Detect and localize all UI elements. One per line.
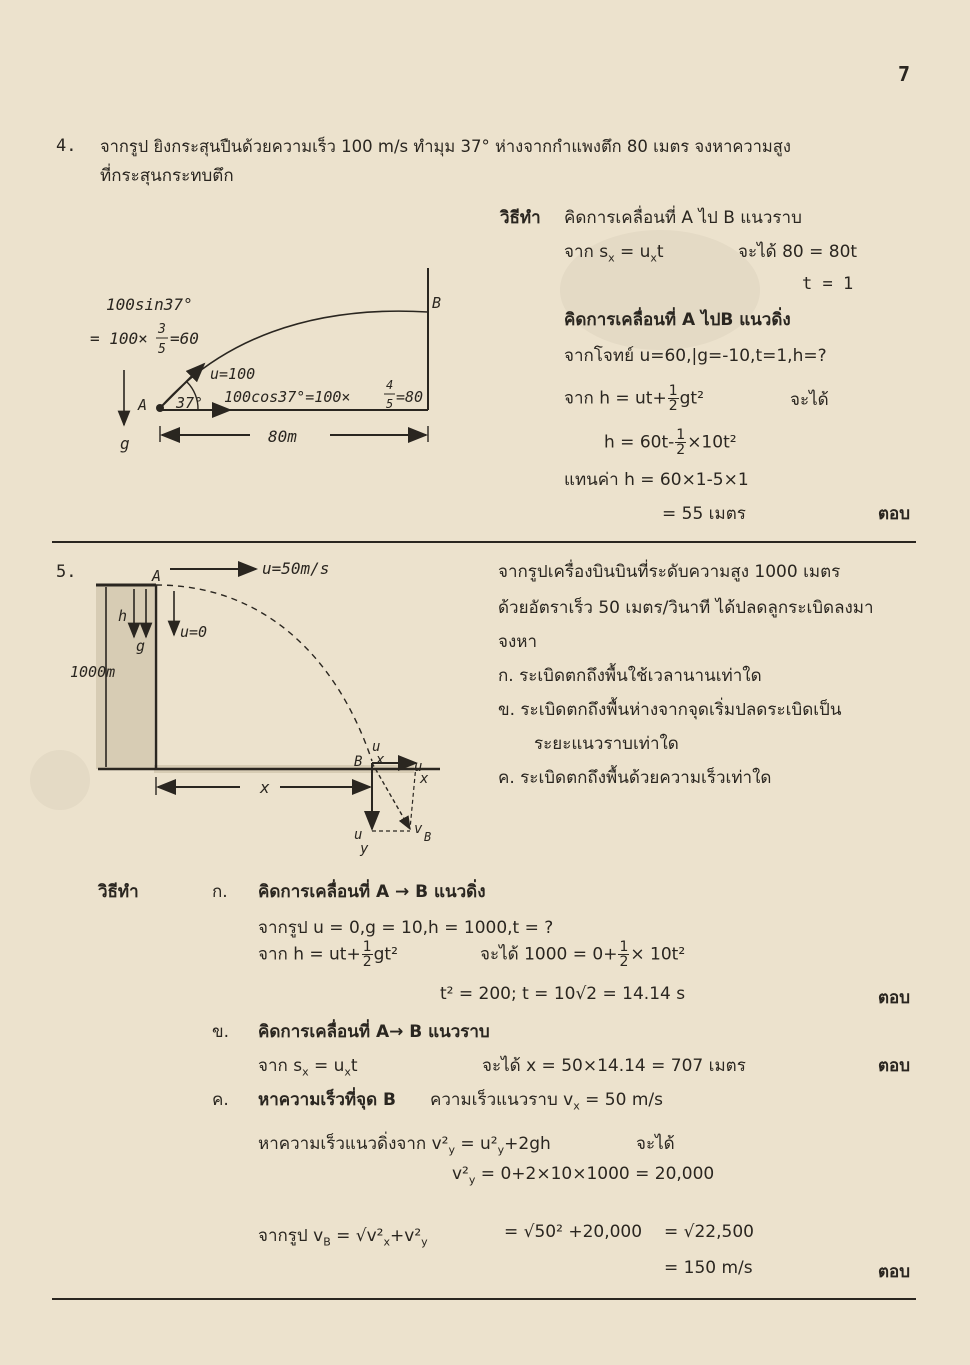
q4-solution-label: วิธีทำ	[500, 208, 541, 228]
q5-part-a-title: คิดการเคลื่อนที่ A → B แนวดิ่ง	[258, 882, 486, 902]
q5-part-a-line2-result: จะได้ 1000 = 0+ $\frac{1}{2}$ × 10t²	[480, 939, 686, 970]
q5-part-c-line3: จากรูป $v_B = √v^2_x+v^2_y$	[258, 1226, 428, 1249]
q5-part-c-line3-result: = √22,500	[664, 1222, 754, 1242]
q5-text-line5: ข. ระเบิดตกถึงพื้นห่างจากจุดเริ่มปลดระเบิดเป็น	[498, 700, 842, 720]
q5-part-a-line3: t² = 200; t = 10√2 = 14.14 s	[440, 984, 686, 1004]
q5-text-line4: ก. ระเบิดตกถึงพื้นใช้เวลานานเท่าใด	[498, 666, 762, 686]
q5-part-b-marker: ข.	[212, 1022, 230, 1042]
label-gravity: g	[120, 434, 130, 453]
q5-part-b-answer: ตอบ	[878, 1056, 911, 1076]
label-vertical-eq: = 100×	[90, 329, 148, 348]
label-vertical-eq2: =60	[170, 329, 199, 348]
q5-part-c-title: หาความเร็วที่จุด B	[258, 1090, 396, 1110]
q5-part-c-line1: หาความเร็วแนวดิ่งจาก $v^2_y = u^2_y+2gh$	[258, 1134, 551, 1157]
label-vertical-component: 100sin37°	[106, 295, 193, 314]
q4-sol-line5: จากโจทย์ u=60,|g=-10,t=1,h=?	[564, 346, 827, 366]
label-vb-sub: B	[424, 830, 432, 844]
label-frac2-num: 4	[386, 378, 394, 392]
point-a-dot	[156, 404, 164, 412]
label-vb: v	[414, 821, 423, 837]
q5-part-c-line3-sqrt: = √50² +20,000	[504, 1222, 643, 1242]
label-frac2-den: 5	[386, 397, 394, 411]
label-distance: 80m	[268, 427, 297, 446]
label-horizontal-component: 100cos37°=100×	[224, 388, 351, 406]
q5-part-b-line1: จาก $s_x = u_xt$	[258, 1056, 358, 1079]
label-g: g	[136, 637, 146, 655]
q5-part-c-line4: = 150 m/s	[664, 1258, 753, 1278]
q5-part-c-line1-then: จะได้	[636, 1134, 675, 1154]
q5-part-c-horizontal: ความเร็วแนวราบ $v_x = 50$ m/s	[430, 1090, 663, 1113]
q5-text-line2: ด้วยอัตราเร็ว 50 เมตร/วินาที ได้ปลดลูกระเบิดลงมา	[498, 598, 874, 618]
q4-text-line2: ที่กระสุนกระทบตึก	[100, 166, 234, 186]
q5-solution-label: วิธีทำ	[98, 882, 139, 902]
q5-part-a-answer: ตอบ	[878, 988, 911, 1008]
q5-part-c-line2: $v^2_y = 0+2\times 10\times 1000 = 20,000$	[452, 1164, 715, 1187]
q4-text-line1: จากรูป ยิงกระสุนปืนด้วยความเร็ว 100 m/s ทำมุม 37° ห่างจากกำแพงตึก 80 เมตร จงหาความสูง	[100, 137, 791, 156]
q5-part-a-line1: จากรูป u = 0,g = 10,h = 1000,t = ?	[258, 918, 554, 938]
label-plane-velocity: u=50m/s	[262, 559, 330, 578]
q4-sol-line1: คิดการเคลื่อนที่ A ไป B แนวราบ	[564, 208, 802, 228]
q4-number: 4.	[56, 136, 77, 156]
q5-part-c-answer: ตอบ	[878, 1262, 911, 1282]
label-frac1-den: 5	[158, 342, 166, 357]
q4-sol-line3: t = 1	[802, 274, 854, 294]
label-frac1-num: 3	[158, 322, 166, 337]
section-divider	[52, 541, 916, 543]
q4-sol-line2: จาก $s_x = u_xt$	[564, 242, 664, 265]
label-uy-sub: y	[360, 841, 369, 857]
label-point-a: A	[138, 396, 148, 414]
q4-sol-line7: h = 60t- $\frac{1}{2}$ ×10t²	[604, 427, 737, 458]
label-horizontal-eq2: =80	[396, 388, 424, 406]
page-number: 7	[898, 62, 911, 86]
q4-answer-label: ตอบ	[878, 504, 911, 524]
label-ux-right: u	[414, 759, 423, 775]
q4-sol-line4: คิดการเคลื่อนที่ A ไปB แนวดิ่ง	[564, 310, 791, 330]
label-uy: u	[354, 827, 363, 843]
q5-part-a-line2: จาก h = ut+ $\frac{1}{2}$ gt²	[258, 939, 398, 970]
label-ux-top-sub: x	[376, 752, 385, 768]
q5-number: 5.	[56, 562, 77, 582]
label-ux-right-sub: x	[420, 771, 429, 787]
q5-text-line7: ค. ระเบิดตกถึงพื้นด้วยความเร็วเท่าใด	[498, 768, 772, 788]
label-height: 1000m	[70, 663, 116, 681]
q4-sol-line2-result: จะได้ 80 = 80t	[738, 242, 858, 262]
q5-text-line3: จงหา	[498, 632, 538, 652]
label-u0: u=0	[180, 623, 208, 641]
q5-bomb-drop-diagram	[70, 555, 470, 860]
label-ux-top: u	[372, 739, 381, 755]
label-point-a: A	[152, 567, 162, 585]
label-h: h	[118, 607, 128, 625]
q5-part-c-marker: ค.	[212, 1090, 229, 1110]
q5-text-line1: จากรูปเครื่องบินบินที่ระดับความสูง 1000 เมตร	[498, 562, 841, 582]
q4-sol-line6-then: จะได้	[790, 390, 829, 410]
label-point-b: B	[432, 294, 442, 312]
label-point-b: B	[354, 754, 363, 770]
label-u: u=100	[210, 365, 256, 383]
q4-sol-line9: = 55 เมตร	[662, 504, 746, 524]
bomb-trajectory	[156, 585, 372, 761]
q5-part-b-result: จะได้ x = 50×14.14 = 707 เมตร	[482, 1056, 746, 1076]
q4-sol-line8: แทนค่า h = 60×1-5×1	[564, 470, 749, 490]
label-angle: 37°	[176, 394, 204, 412]
label-x: x	[260, 778, 270, 797]
bottom-divider	[52, 1298, 916, 1300]
q5-part-a-marker: ก.	[212, 882, 228, 902]
q5-part-b-title: คิดการเคลื่อนที่ A→ B แนวราบ	[258, 1022, 490, 1042]
q5-text-line6: ระยะแนวราบเท่าใด	[534, 734, 679, 754]
q4-sol-line6: จาก h = ut+ $\frac{1}{2}$ gt²	[564, 383, 704, 414]
q4-projectile-diagram	[80, 260, 460, 460]
